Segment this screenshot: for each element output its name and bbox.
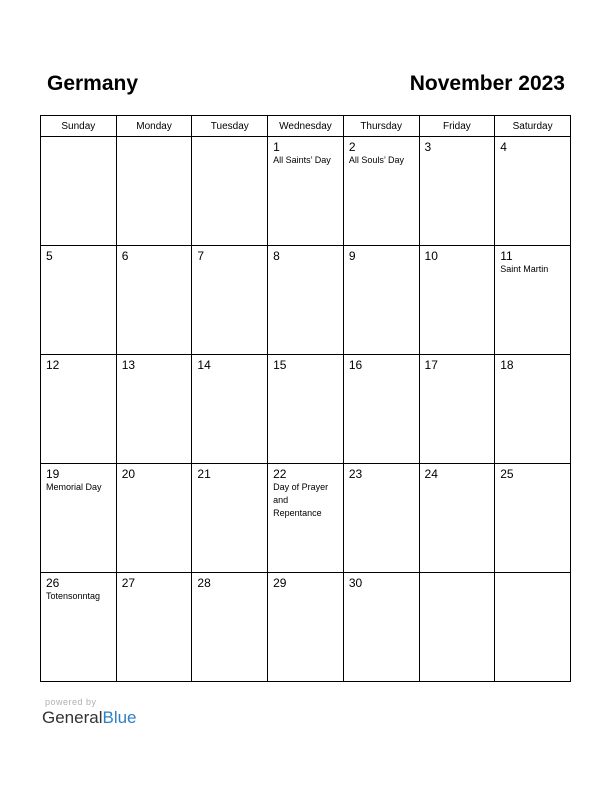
day-cell [495, 573, 571, 682]
day-number: 10 [424, 249, 438, 263]
day-number: 13 [121, 358, 136, 372]
weekday-header: Tuesday [192, 116, 268, 137]
day-number: 26 [46, 576, 60, 590]
day-cell [268, 573, 344, 682]
day-cell [41, 355, 117, 464]
weekday-header: Saturday [495, 116, 571, 137]
day-cell [268, 137, 344, 246]
weekday-header: Sunday [41, 116, 117, 137]
day-cell [419, 464, 495, 573]
day-number: 17 [424, 358, 438, 372]
day-number: 23 [348, 467, 363, 481]
day-number: 8 [273, 249, 280, 263]
day-cell [268, 246, 344, 355]
day-cell [419, 573, 495, 682]
day-cell [495, 464, 571, 573]
day-cell [419, 137, 495, 246]
day-number: 20 [121, 467, 136, 481]
brand-name-blue: Blue [102, 708, 137, 727]
month-title: November 2023 [409, 72, 565, 95]
country-title: Germany [47, 72, 139, 95]
holiday-label: All Souls’ Day [348, 155, 404, 165]
weekday-header: Friday [419, 116, 495, 137]
day-number: 9 [348, 249, 356, 263]
day-number: 19 [46, 467, 60, 481]
day-cell [495, 246, 571, 355]
day-number: 29 [273, 576, 287, 590]
week-row [41, 355, 571, 464]
day-cell [192, 573, 268, 682]
day-number: 6 [121, 249, 129, 263]
weekday-header: Wednesday [268, 116, 344, 137]
day-number: 5 [46, 249, 53, 263]
day-number: 25 [500, 467, 514, 481]
weekday-header-row [41, 116, 571, 137]
holiday-label: Memorial Day [46, 482, 102, 492]
day-number: 14 [197, 358, 211, 372]
day-number: 3 [424, 140, 432, 154]
day-cell [192, 464, 268, 573]
day-number: 12 [46, 358, 60, 372]
day-cell [116, 464, 192, 573]
day-number: 15 [273, 358, 287, 372]
day-cell [41, 137, 117, 246]
powered-by-text: powered by [45, 697, 97, 707]
day-number: 18 [500, 358, 514, 372]
week-row [41, 573, 571, 682]
day-number: 24 [424, 467, 438, 481]
holiday-label: Saint Martin [500, 264, 549, 274]
holiday-label: Day of Prayer and Repentance [273, 482, 329, 518]
day-number: 22 [273, 467, 287, 481]
day-cell [343, 464, 419, 573]
day-cell [495, 137, 571, 246]
day-cell [268, 464, 344, 573]
day-number: 27 [121, 576, 136, 590]
day-number: 11 [500, 249, 513, 263]
day-cell [41, 246, 117, 355]
day-cell [343, 137, 419, 246]
day-number: 1 [273, 140, 280, 154]
day-cell [343, 573, 419, 682]
week-row [41, 464, 571, 573]
holiday-label: All Saints’ Day [273, 155, 331, 165]
brand-name-general: General [42, 708, 103, 727]
calendar-grid [40, 115, 571, 682]
day-number: 7 [197, 249, 205, 263]
day-cell [116, 137, 192, 246]
day-cell [41, 573, 117, 682]
weekday-header: Thursday [343, 116, 419, 137]
day-cell [192, 355, 268, 464]
generalblue-logo[interactable] [42, 708, 137, 728]
weekday-header: Monday [116, 116, 192, 137]
day-cell [268, 355, 344, 464]
day-cell [495, 355, 571, 464]
day-cell [192, 246, 268, 355]
day-cell [116, 355, 192, 464]
day-number: 21 [197, 467, 211, 481]
day-number: 2 [348, 140, 356, 154]
week-row [41, 137, 571, 246]
day-number: 30 [348, 576, 363, 590]
day-cell [192, 137, 268, 246]
day-number: 4 [500, 140, 507, 154]
day-cell [41, 464, 117, 573]
day-cell [419, 355, 495, 464]
holiday-label: Totensonntag [46, 591, 101, 601]
day-cell [116, 573, 192, 682]
week-row [41, 246, 571, 355]
day-cell [116, 246, 192, 355]
day-number: 28 [197, 576, 211, 590]
day-cell [343, 355, 419, 464]
day-number: 16 [348, 358, 363, 372]
day-cell [343, 246, 419, 355]
day-cell [419, 246, 495, 355]
